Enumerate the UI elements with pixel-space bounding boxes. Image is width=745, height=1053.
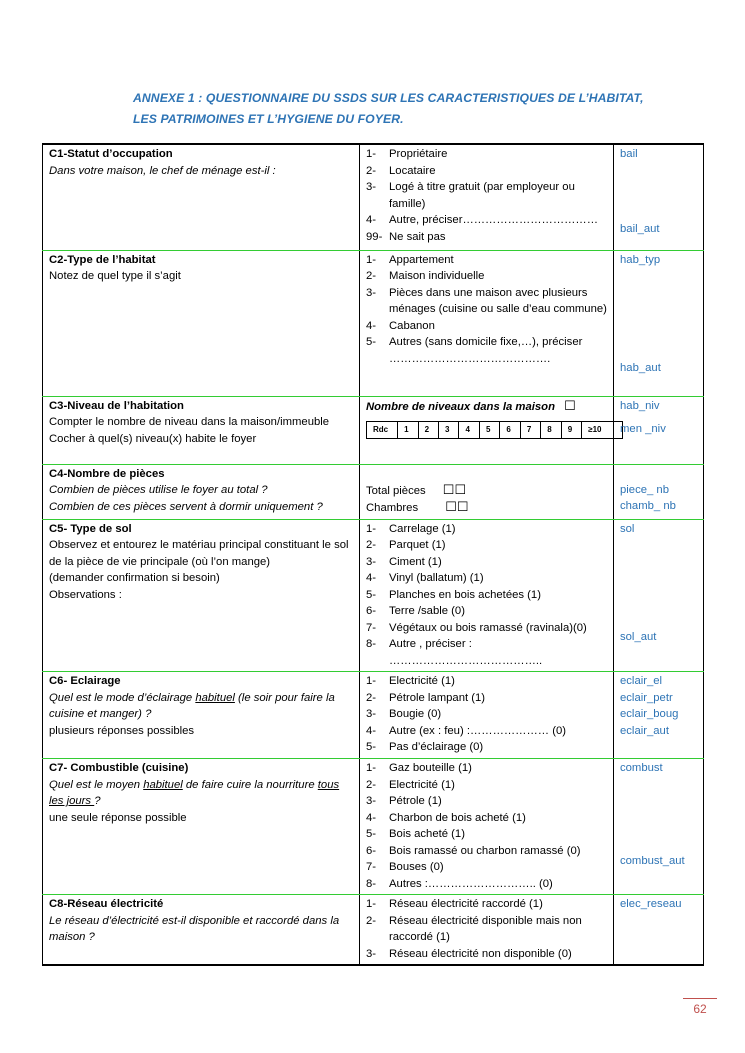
questionnaire-table	[42, 143, 704, 966]
c1-var-bail: bail	[620, 148, 638, 160]
c5-heading: C5- Type de sol	[49, 522, 132, 535]
row-c4	[43, 464, 704, 519]
levels-grid	[366, 421, 623, 439]
c7-variable-cell	[614, 759, 704, 895]
c4-question-1: Combien de pièces utilise le foyer au total ?	[49, 484, 268, 496]
c6-question: Quel est le mode d’éclairage habituel (le soir pour faire la cuisine et manger) ?	[49, 691, 335, 720]
c2-variable-cell	[614, 250, 704, 396]
c1-question-cell	[43, 144, 360, 250]
c4-var-piece-nb: piece_ nb	[620, 483, 669, 496]
level-cell[interactable]: 6	[500, 422, 520, 439]
list-item: 1- Appartement	[366, 253, 454, 266]
c8-variable-cell	[614, 895, 704, 966]
c6-var-eclair-boug: eclair_boug	[620, 708, 679, 720]
c7-heading: C7- Combustible (cuisine)	[49, 762, 189, 774]
c7-option-list	[366, 760, 608, 892]
list-item: 7- Bouses (0)	[366, 861, 444, 873]
c1-option-list	[366, 146, 608, 245]
level-cell[interactable]: 1	[398, 422, 418, 439]
level-cell[interactable]: Rdc	[367, 422, 398, 439]
list-item: 4- Cabanon	[366, 319, 435, 332]
c7-line-2: une seule réponse possible	[49, 811, 187, 824]
row-c6	[43, 672, 704, 759]
c7-var-combust: combust	[620, 762, 663, 774]
c5-observations: Observations :	[49, 588, 122, 601]
list-item: 6- Terre /sable (0)	[366, 605, 465, 617]
c5-option-list	[366, 521, 608, 670]
c2-options-cell	[360, 250, 614, 396]
list-item: 4- Vinyl (ballatum) (1)	[366, 572, 484, 584]
c8-question: Le réseau d’électricité est-il disponible et raccordé dans la maison ?	[49, 914, 340, 943]
c6-line-2: plusieurs réponses possibles	[49, 724, 195, 737]
c5-var-sol-aut: sol_aut	[620, 631, 657, 643]
c3-variable-cell	[614, 396, 704, 464]
level-cell[interactable]: 8	[541, 422, 561, 439]
list-item: 1- Propriétaire	[366, 148, 448, 160]
list-item: 3- Ciment (1)	[366, 555, 442, 568]
c3-var-hab-niv: hab_niv	[620, 399, 660, 412]
row-c7	[43, 759, 704, 895]
c4-total-boxes[interactable]: ☐☐	[442, 481, 467, 497]
c4-total-label: Total pièces	[366, 484, 426, 497]
c6-var-eclair-aut: eclair_aut	[620, 724, 669, 737]
row-c3	[43, 396, 704, 464]
c1-var-bail-aut: bail_aut	[620, 222, 660, 235]
row-c5	[43, 519, 704, 672]
list-item: 6- Bois ramassé ou charbon ramassé (0)	[366, 844, 581, 857]
c8-options-cell	[360, 895, 614, 966]
list-item: 1- Carrelage (1)	[366, 522, 456, 535]
c1-variable-cell	[614, 144, 704, 250]
level-cell[interactable]: 7	[520, 422, 540, 439]
c6-question-cell	[43, 672, 360, 759]
level-cell[interactable]: 4	[459, 422, 479, 439]
c4-chambres-line	[366, 499, 608, 517]
list-item: 3- Pièces dans une maison avec plusieurs ménages (cuisine ou salle d’eau commune)	[366, 286, 607, 315]
c5-options-cell	[360, 519, 614, 672]
c7-question-cell	[43, 759, 360, 895]
c5-var-sol: sol	[620, 522, 635, 535]
c7-question: Quel est le moyen habituel de faire cuire la nourriture tous les jours ?	[49, 778, 340, 807]
c3-heading: C3-Niveau de l’habitation	[49, 399, 184, 412]
c2-question-cell	[43, 250, 360, 396]
list-item: 1- Réseau électricité raccordé (1)	[366, 898, 543, 910]
c4-var-chamb-nb: chamb_ nb	[620, 500, 676, 512]
c2-heading: C2-Type de l’habitat	[49, 253, 156, 266]
title-line-2: LES PATRIMOINES ET L’HYGIENE DU FOYER.	[133, 112, 404, 126]
list-item: 4- Autre (ex : feu) :………………… (0)	[366, 724, 567, 737]
list-item: 1- Gaz bouteille (1)	[366, 762, 472, 774]
c8-var-elec-reseau: elec_reseau	[620, 898, 682, 910]
c3-checkbox[interactable]: ☐	[564, 397, 576, 413]
row-c2	[43, 250, 704, 396]
c1-options-cell	[360, 144, 614, 250]
c4-question-cell	[43, 464, 360, 519]
list-item: 5- Bois acheté (1)	[366, 828, 465, 840]
c2-var-hab-aut: hab_aut	[620, 362, 661, 374]
c4-chambres-label: Chambres	[366, 502, 419, 514]
c7-options-cell	[360, 759, 614, 895]
c6-var-eclair-petr: eclair_petr	[620, 691, 673, 704]
c6-variable-cell	[614, 672, 704, 759]
c6-heading: C6- Eclairage	[49, 675, 121, 687]
c4-question-2: Combien de ces pièces servent à dormir uniquement ?	[49, 500, 323, 513]
list-item: 5- Autres (sans domicile fixe,…), préciser …………………………………….	[366, 336, 583, 365]
c7-var-combust-aut: combust_aut	[620, 854, 685, 867]
level-cell[interactable]: ≥10	[582, 422, 622, 439]
c8-heading: C8-Réseau électricité	[49, 898, 164, 910]
c6-option-list	[366, 673, 608, 756]
c8-option-list	[366, 896, 608, 962]
list-item: 4- Charbon de bois acheté (1)	[366, 811, 526, 824]
level-cell[interactable]: 3	[439, 422, 459, 439]
list-item: 2- Maison individuelle	[366, 270, 485, 282]
level-cell[interactable]: 2	[418, 422, 438, 439]
row-c1	[43, 144, 704, 250]
c3-line-2: Cocher à quel(s) niveau(x) habite le foyer	[49, 432, 257, 445]
c3-var-men-niv: men _niv	[620, 423, 666, 435]
level-cell[interactable]: 9	[561, 422, 581, 439]
c6-options-cell	[360, 672, 614, 759]
title-line-1: ANNEXE 1 : QUESTIONNAIRE DU SSDS SUR LES CARACTERISTIQUES DE L’HABITAT,	[133, 91, 644, 105]
c4-options-cell	[360, 464, 614, 519]
list-item: 2- Electricité (1)	[366, 778, 455, 791]
c3-options-cell	[360, 396, 614, 464]
c5-variable-cell	[614, 519, 704, 672]
list-item: 2- Locataire	[366, 164, 436, 177]
c5-line-2: (demander confirmation si besoin)	[49, 572, 220, 584]
list-item: 3- Bougie (0)	[366, 708, 442, 720]
list-item: 3- Logé à titre gratuit (par employeur ou famille)	[366, 181, 575, 210]
list-item: 4- Autre, préciser………………………………	[366, 214, 599, 226]
c4-heading: C4-Nombre de pièces	[49, 467, 165, 480]
page-number: 62	[683, 998, 717, 1016]
c1-heading: C1-Statut d’occupation	[49, 148, 173, 160]
list-item: 3- Réseau électricité non disponible (0)	[366, 947, 572, 960]
list-item: 2- Réseau électricité disponible mais non raccordé (1)	[366, 914, 582, 943]
c5-line-1: Observez et entourez le matériau principal constituant le sol de la pièce de vie principale (où l’on mange)	[49, 539, 349, 568]
c4-variable-cell	[614, 464, 704, 519]
c4-total-line	[366, 482, 608, 500]
list-item: 1- Electricité (1)	[366, 675, 455, 687]
list-item: 5- Pas d’éclairage (0)	[366, 741, 484, 753]
list-item: 3- Pétrole (1)	[366, 795, 442, 807]
c1-question: Dans votre maison, le chef de ménage est-il :	[49, 164, 276, 177]
list-item: 8- Autre , préciser : …………………………………..	[366, 638, 543, 667]
c3-line-1: Compter le nombre de niveau dans la maison/immeuble	[49, 416, 330, 428]
c5-question-cell	[43, 519, 360, 672]
c3-question-cell	[43, 396, 360, 464]
c2-question: Notez de quel type il s’agit	[49, 270, 181, 282]
c4-chambres-boxes[interactable]: ☐☐	[445, 499, 469, 514]
list-item: 2- Pétrole lampant (1)	[366, 691, 486, 704]
list-item: 7- Végétaux ou bois ramassé (ravinala)(0)	[366, 621, 587, 634]
c2-option-list	[366, 252, 608, 368]
row-c8	[43, 895, 704, 966]
list-item: 8- Autres :……………………….. (0)	[366, 877, 553, 890]
c8-question-cell	[43, 895, 360, 966]
c2-var-hab-typ: hab_typ	[620, 253, 661, 266]
list-item: 5- Planches en bois achetées (1)	[366, 588, 541, 601]
level-cell[interactable]: 5	[479, 422, 499, 439]
list-item: 99- Ne sait pas	[366, 230, 446, 243]
list-item: 2- Parquet (1)	[366, 539, 446, 551]
c6-var-eclair-el: eclair_el	[620, 675, 663, 687]
c3-levels-label: Nombre de niveaux dans la maison	[366, 400, 555, 413]
annex-title	[133, 88, 693, 130]
